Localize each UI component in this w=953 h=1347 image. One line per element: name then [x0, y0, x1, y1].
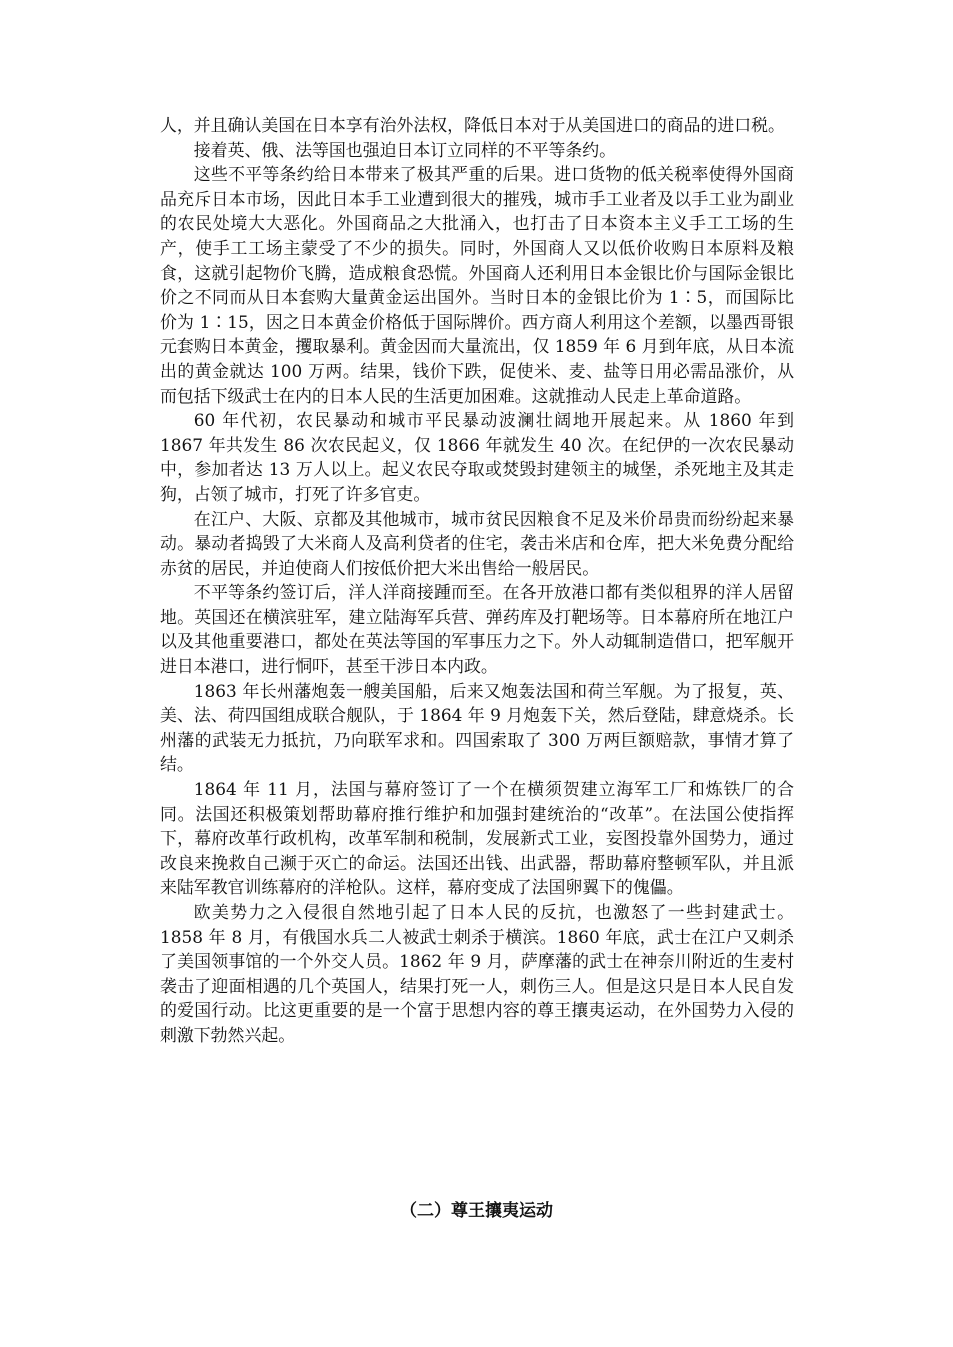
paragraph-continuation: 人，并且确认美国在日本享有治外法权，降低日本对于从美国进口的商品的进口税。 [160, 115, 785, 135]
paragraph-urban-riots: 在江户、大阪、京都及其他城市，城市贫民因粮食不足及米价昂贵而纷纷起来暴动。暴动者捣毁了大米商人及高利贷者的住宅，袭击米店和仓库，把大米免费分配给赤贫的居民，并迫使商人们按低价把大米出售给一般居民。 [160, 508, 794, 578]
paragraph-consequences: 这些不平等条约给日本带来了极其严重的后果。进口货物的低关税率使得外国商品充斥日本市场，因此日本手工业遭到很大的摧残，城市手工业者及以手工业为副业的农民处境大大恶化。外国商品之大批涌入，也打击了日本资本主义手工工场的生产，使手工工场主蒙受了不少的损失。同时，外国商人又以低价收购日本原料及粮食，这就引起物价飞腾，造成粮食恐慌。外国商人还利用日本金银比价与国际金银比价之不同而从日本套购大量黄金运出国外。当时日本的金银比价为 1∶5，而国际比价为 1∶15，因之日本黄金价格低于国际牌价。西方商人利用这个差额，以墨西哥银元套购日本黄金，攫取暴利。黄金因而大量流出，仅 1859 年 6 月到年底，从日本流出的黄金就达 100 万两。结果，钱价下跌，促使米、麦、盐等日用必需品涨价，从而包括下级武士在内的日本人民的生活更加困难。这就推动人民走上革命道路。 [160, 164, 794, 406]
paragraph-french-influence: 1864 年 11 月，法国与幕府签订了一个在横须贺建立海军工厂和炼铁厂的合同。法国还积极策划帮助幕府推行维护和加强封建统治的“改革”。在法国公使指挥下，幕府改革行政机构，改革军制和税制，发展新式工业，妄图投靠外国势力，通过改良来挽救自己濒于灭亡的命运。法国还出钱、出武器，帮助幕府整顿军队，并且派来陆军教官训练幕府的洋枪队。这样，幕府变成了法国卵翼下的傀儡。 [160, 779, 794, 898]
document-body [160, 113, 794, 1048]
paragraph-peasant-uprisings: 60 年代初，农民暴动和城市平民暴动波澜壮阔地开展起来。从 1860 年到 1867 年共发生 86 次农民起义，仅 1866 年就发生 40 次。在纪伊的一次农民暴动中，参加者达 13 万人以上。起义农民夺取或焚毁封建领主的城堡，杀死地主及其走狗，占领了城市，打死了许多官吏。 [160, 410, 794, 504]
paragraph-foreign-settlements: 不平等条约签订后，洋人洋商接踵而至。在各开放港口都有类似租界的洋人居留地。英国还在横滨驻军，建立陆海军兵营、弹药库及打靶场等。日本幕府所在地江户以及其他重要港口，都处在英法等国的军事压力之下。外人动辄制造借口，把军舰开进日本港口，进行恫吓，甚至干涉日本内政。 [160, 582, 794, 677]
paragraph-shimonoseki: 1863 年长州藩炮轰一艘美国船，后来又炮轰法国和荷兰军舰。为了报复，英、美、法、荷四国组成联合舰队，于 1864 年 9 月炮轰下关，然后登陆，肆意烧杀。长州藩的武装无力抵抗，乃向联军求和。四国索取了 300 万两巨额赔款，事情才算了结。 [160, 680, 794, 775]
paragraph-resistance: 欧美势力之入侵很自然地引起了日本人民的反抗，也激怒了一些封建武士。1858 年 8 月，有俄国水兵二人被武士刺杀于横滨。1860 年底，武士在江户又刺杀了美国领事馆的一个外交人员。1862 年 9 月，萨摩藩的武士在神奈川附近的生麦村袭击了迎面相遇的几个英国人，结果打死一人，刺伤三人。但是这只是日本人民自发的爱国行动。比这更重要的是一个富于思想内容的尊王攘夷运动，在外国势力入侵的刺激下勃然兴起。 [160, 902, 794, 1045]
section-heading: （二）尊王攘夷运动 [400, 1201, 553, 1221]
paragraph-unequal-treaties: 接着英、俄、法等国也强迫日本订立同样的不平等条约。 [193, 139, 617, 160]
